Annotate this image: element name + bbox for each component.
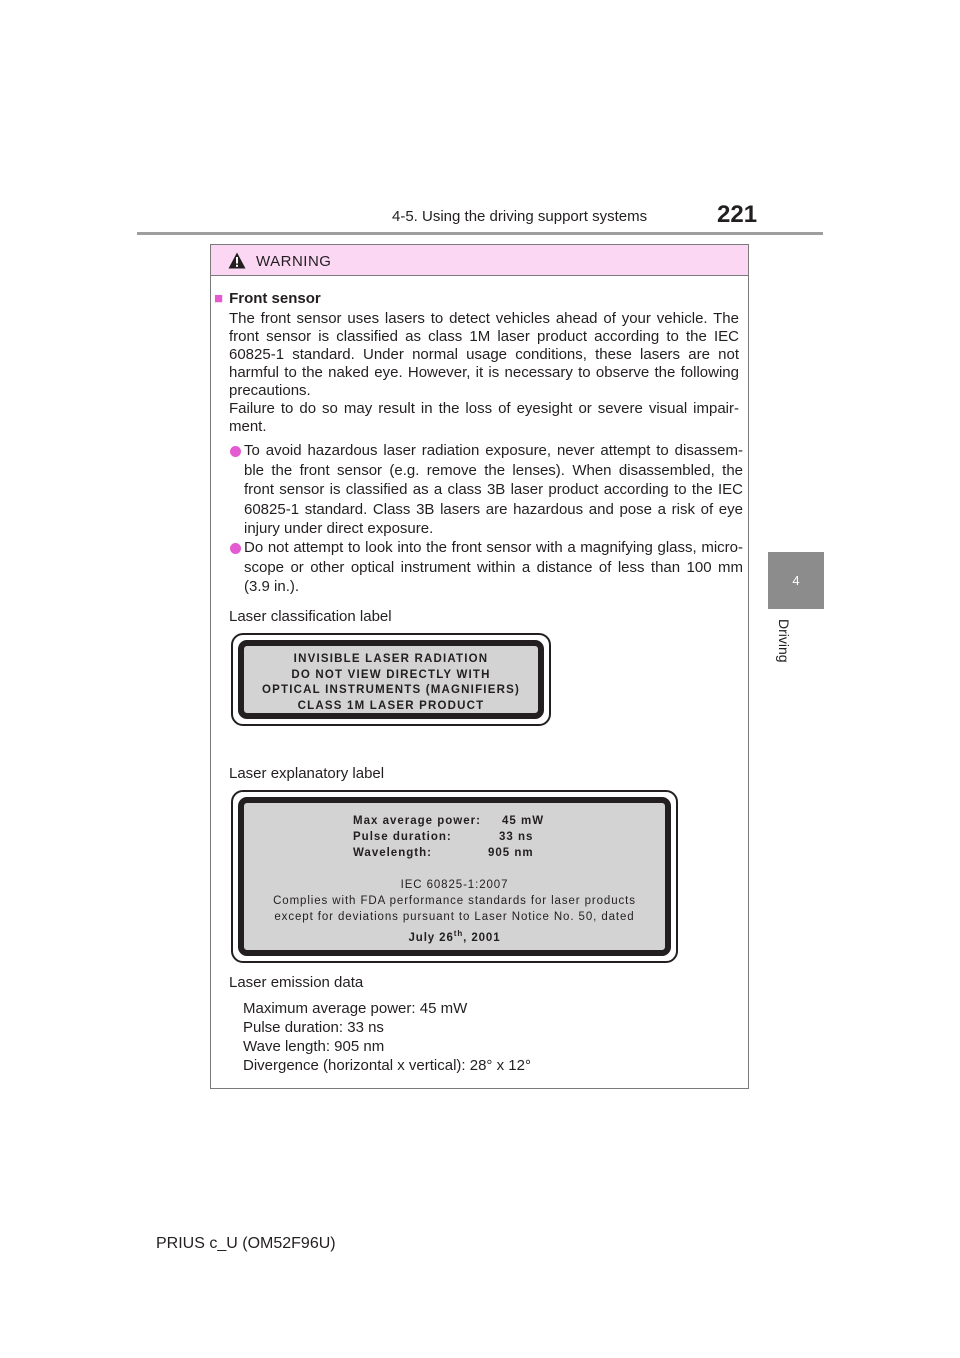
bullet-disassemble: To avoid hazardous laser radiation exposure, never attempt to disassem-ble the front sensor (e.g. remove the lenses). When disassembled, the front sensor is classified as a class 3B laser product according to the IEC 60825-1 standard. Class 3B lasers are hazardous and pose a risk of eye injury under direct exposure. [244,442,743,537]
label-key: Pulse duration: [353,831,452,843]
explanatory-caption: Laser explanatory label [229,765,385,782]
classification-line: DO NOT VIEW DIRECTLY WITH [291,668,491,681]
emission-item: Wave length: 905 nm [243,1038,385,1055]
warning-heading: WARNING [256,253,332,270]
footer-model: PRIUS c_U (OM52F96U) [156,1235,336,1252]
square-bullet-icon: ■ [214,290,224,307]
chapter-number: 4 [792,573,800,588]
label-value: 905 nm [488,847,534,859]
emission-item: Pulse duration: 33 ns [243,1019,384,1036]
classification-caption: Laser classification label [229,608,392,625]
warning-triangle-icon [228,252,246,269]
warning-box [210,244,749,1089]
intro-paragraph: The front sensor uses lasers to detect vehicles ahead of your vehicle. The front sensor is classified as class 1M laser product according to the IEC 60825-1 standard. Under normal usage conditions, these lasers are not harmful to the naked eye. However, it is necessary to observe the following precautions. [229,310,739,399]
bullet-dot-icon [230,446,241,457]
label-compliance-line: except for deviations pursuant to Laser Notice No. 50, dated [274,911,635,923]
explanatory-label [231,790,678,963]
section-header-title: 4-5. Using the driving support systems [392,208,648,225]
chapter-name: Driving [776,619,792,663]
classification-label [231,633,551,726]
page-number: 221 [717,201,758,228]
label-date: July 26th, 2001 [408,929,501,944]
emission-item: Maximum average power: 45 mW [243,1000,468,1017]
bullet-magnifier: Do not attempt to look into the front sensor with a magnifying glass, micro-scope or other optical instrument within a distance of less than 100 mm (3.9 in.). [244,539,743,595]
classification-line: INVISIBLE LASER RADIATION [293,653,489,665]
label-value: 33 ns [499,831,534,843]
label-value: 45 mW [502,815,545,827]
header-rule [137,232,823,235]
label-compliance-line: Complies with FDA performance standards for laser products [273,895,636,907]
failure-paragraph: Failure to do so may result in the loss of eyesight or severe visual impair-ment. [229,400,739,435]
section-title: ■ Front sensor [214,290,321,307]
bullet-dot-icon [230,543,241,554]
emission-item: Divergence (horizontal x vertical): 28° x 12° [243,1057,531,1074]
label-key: Max average power: [353,815,481,827]
warning-header [211,245,748,276]
classification-line: CLASS 1M LASER PRODUCT [297,699,485,712]
chapter-tab[interactable] [768,552,824,609]
emission-caption: Laser emission data [229,974,364,991]
label-standard: IEC 60825-1:2007 [400,879,509,891]
label-key: Wavelength: [353,847,432,859]
classification-line: OPTICAL INSTRUMENTS (MAGNIFIERS) [262,684,520,696]
